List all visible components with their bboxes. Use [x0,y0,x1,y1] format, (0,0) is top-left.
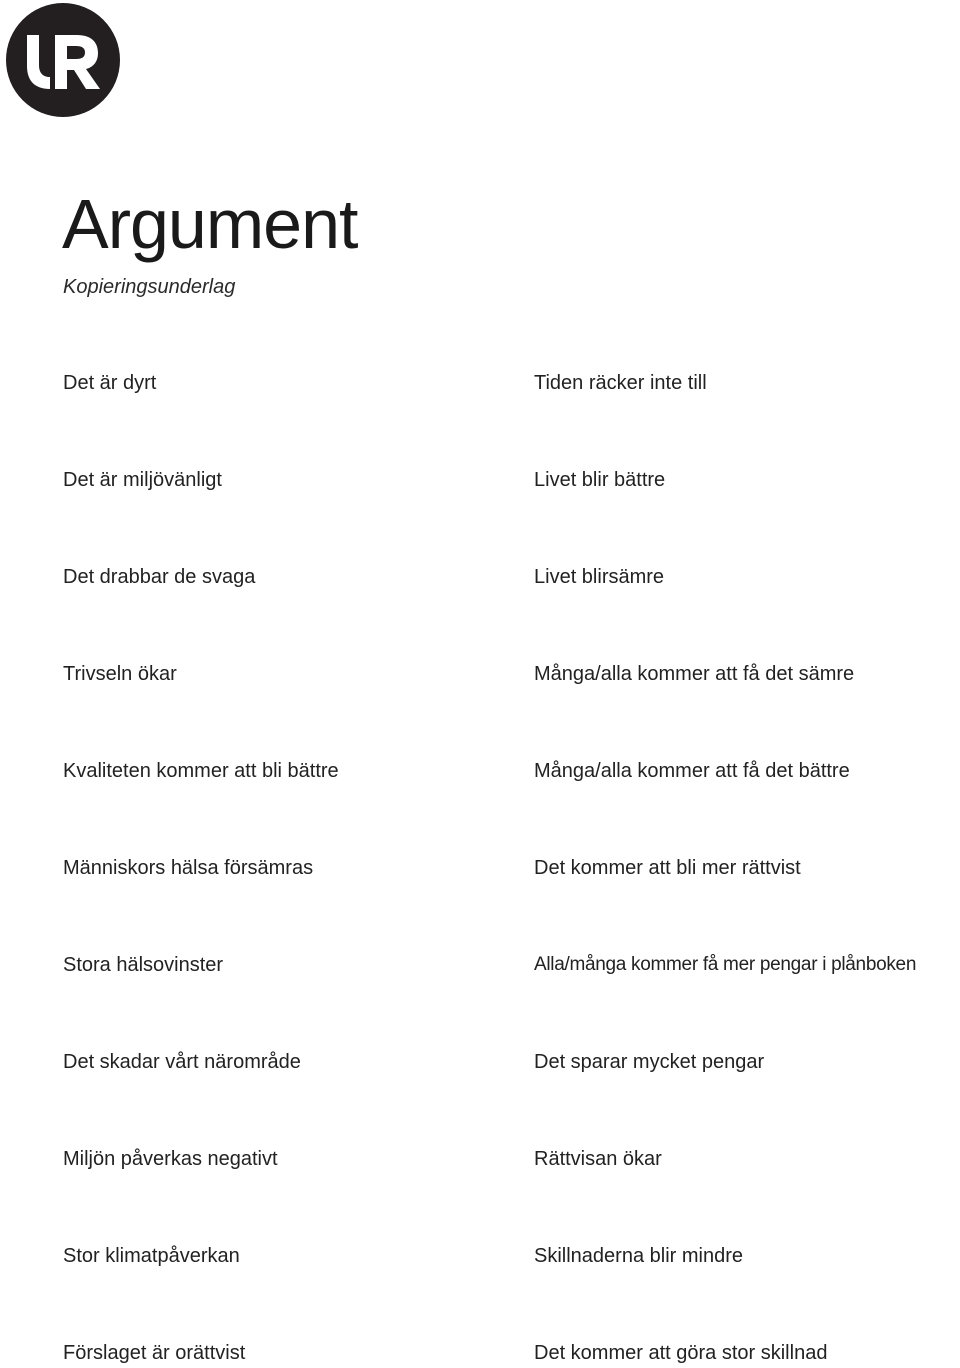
argument-left-2: Det är miljövänligt [63,469,222,491]
argument-right-5: Många/alla kommer att få det bättre [534,760,850,782]
argument-right-7: Alla/många kommer få mer pengar i plånboken [534,954,917,975]
argument-left-10: Stor klimatpåverkan [63,1245,240,1267]
page-subtitle: Kopieringsunderlag [63,276,236,298]
argument-left-4: Trivseln ökar [63,663,177,685]
argument-right-2: Livet blir bättre [534,469,666,491]
argument-left-7: Stora hälsovinster [63,954,224,976]
argument-left-3: Det drabbar de svaga [63,566,256,588]
argument-right-6: Det kommer att bli mer rättvist [534,857,801,879]
argument-left-1: Det är dyrt [63,372,157,394]
argument-right-1: Tiden räcker inte till [534,372,707,394]
argument-right-3: Livet blirsämre [534,566,665,588]
argument-right-4: Många/alla kommer att få det sämre [534,663,855,685]
argument-right-11: Det kommer att göra stor skillnad [534,1342,828,1364]
argument-left-6: Människors hälsa försämras [63,857,314,879]
argument-right-9: Rättvisan ökar [534,1148,662,1170]
argument-left-11: Förslaget är orättvist [63,1342,246,1364]
argument-right-10: Skillnaderna blir mindre [534,1245,743,1267]
argument-left-9: Miljön påverkas negativt [63,1148,278,1170]
argument-left-5: Kvaliteten kommer att bli bättre [63,760,339,782]
page-title: Argument [62,185,358,263]
argument-right-8: Det sparar mycket pengar [534,1051,765,1073]
argument-left-8: Det skadar vårt närområde [63,1051,301,1073]
